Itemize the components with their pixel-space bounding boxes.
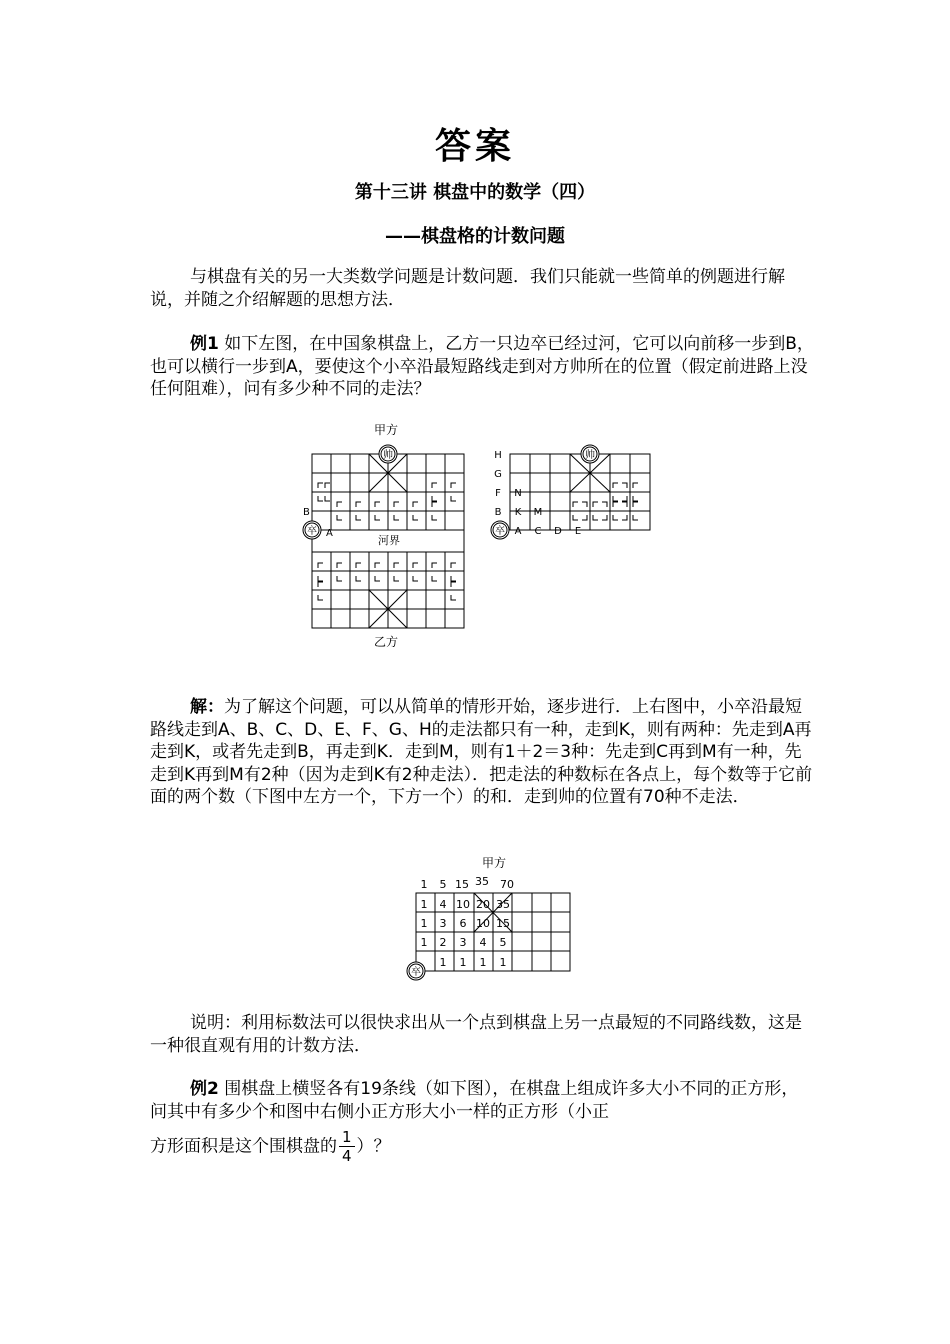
note-paragraph: 说明：利用标数法可以很快求出从一个点到棋盘上另一点最短的不同路线数，这是一种很直观有用的计数方法． bbox=[150, 1013, 802, 1056]
count-r4-c2: 1 bbox=[439, 956, 447, 969]
count-r2-c3: 6 bbox=[459, 917, 467, 930]
example2-text: 围棋盘上横竖各有19条线（如下图），在棋盘上组成许多大小不同的正方形，问其中有多少个和图中右侧小正方形大小一样的正方形（小正 bbox=[150, 1079, 799, 1122]
count-grid bbox=[404, 852, 579, 982]
example2-paragraph bbox=[150, 1078, 815, 1123]
general-char-right: 帅 bbox=[585, 450, 595, 461]
count-r4-c4: 1 bbox=[479, 956, 487, 969]
intro-paragraph: 与棋盘有关的另一大类数学问题是计数问题．我们只能就一些简单的例题进行解说，并随之介绍解题的思想方法． bbox=[150, 267, 785, 310]
count-r1-c1: 1 bbox=[420, 898, 428, 911]
example2-label: 例2 bbox=[190, 1079, 219, 1099]
soldier-char-grid: 卒 bbox=[411, 967, 421, 978]
soldier-char-left: 卒 bbox=[307, 526, 317, 537]
count-r2-c5: 15 bbox=[496, 917, 510, 930]
label-g: G bbox=[494, 469, 502, 480]
example1-paragraph bbox=[150, 333, 815, 401]
count-r4-c3: 1 bbox=[459, 956, 467, 969]
fraction-denominator: 4 bbox=[342, 1147, 352, 1165]
count-r2-c1: 1 bbox=[420, 917, 428, 930]
count-top-2: 5 bbox=[439, 878, 447, 891]
general-char-left: 帅 bbox=[383, 450, 393, 461]
board-left-bottom-label: 乙方 bbox=[373, 635, 399, 649]
lecture-title: 第十三讲 棋盘中的数学（四） bbox=[354, 182, 596, 203]
count-r1-c3: 10 bbox=[456, 898, 470, 911]
count-r3-c3: 3 bbox=[459, 936, 467, 949]
count-r3-c2: 2 bbox=[439, 936, 447, 949]
fraction-one-quarter bbox=[339, 1128, 355, 1165]
example2-tail-after: ）？ bbox=[356, 1136, 391, 1157]
count-top-3: 15 bbox=[455, 878, 469, 891]
fraction-numerator: 1 bbox=[339, 1128, 355, 1147]
count-top-4: 35 bbox=[475, 875, 489, 888]
label-d: D bbox=[554, 526, 562, 537]
solution-text: 为了解这个问题，可以从简单的情形开始，逐步进行．上右图中，小卒沿最短路线走到A、B、C、D、E、F、G、H的走法都只有一种，走到K，则有两种：先走到A再走到K，或者先走到B，再走到K．走到M，则有1＋2＝3种：先走到C再到M有一种，先走到K再到M有2种（因为走到K有2种走法）．把走法的种数标在各点上，每个数等于它前面的两个数（下图中左方一个，下方一个）的和．走到帅的位置有70种不走法． bbox=[150, 697, 813, 807]
soldier-char-right: 卒 bbox=[495, 526, 505, 537]
example2-tail-before: 方形面积是这个围棋盘的 bbox=[150, 1136, 337, 1157]
example1-label: 例1 bbox=[190, 334, 219, 354]
label-k: K bbox=[514, 507, 522, 518]
count-r3-c4: 4 bbox=[479, 936, 487, 949]
count-r2-c4: 10 bbox=[476, 917, 490, 930]
label-n: N bbox=[514, 488, 522, 499]
count-top-1: 1 bbox=[420, 878, 428, 891]
label-b: B bbox=[494, 507, 502, 518]
chess-board-left bbox=[290, 418, 480, 658]
chess-board-right bbox=[486, 440, 661, 545]
count-r4-c5: 1 bbox=[499, 956, 507, 969]
label-h: H bbox=[494, 450, 502, 461]
count-r1-c2: 4 bbox=[439, 898, 447, 911]
label-c: C bbox=[534, 526, 542, 537]
river-label: 河界 bbox=[378, 534, 400, 547]
lecture-subtitle: ——棋盘格的计数问题 bbox=[385, 226, 565, 247]
count-r1-c4: 20 bbox=[476, 898, 490, 911]
count-grid-top-label: 甲方 bbox=[481, 856, 507, 870]
solution-paragraph bbox=[150, 696, 815, 809]
count-r3-c1: 1 bbox=[420, 936, 428, 949]
label-m: M bbox=[533, 507, 543, 518]
count-top-5: 70 bbox=[500, 878, 514, 891]
label-f: F bbox=[495, 488, 501, 499]
point-label-a: A bbox=[326, 528, 333, 539]
label-e: E bbox=[574, 526, 582, 537]
point-label-b: B bbox=[303, 507, 310, 518]
solution-label: 解： bbox=[190, 697, 224, 717]
board-left-top-label: 甲方 bbox=[373, 423, 399, 437]
count-r2-c2: 3 bbox=[439, 917, 447, 930]
label-a: A bbox=[514, 526, 522, 537]
example1-text: 如下左图，在中国象棋盘上，乙方一只边卒已经过河，它可以向前移一步到B，也可以横行一步到A，要使这个小卒沿最短路线走到对方帅所在的位置（假定前进路上没任何阻难），问有多少种不同的走法？ bbox=[150, 334, 814, 399]
page-title: 答案 bbox=[434, 125, 515, 167]
count-r1-c5: 35 bbox=[496, 898, 510, 911]
example2-tail-line bbox=[150, 1128, 391, 1165]
count-r3-c5: 5 bbox=[499, 936, 507, 949]
